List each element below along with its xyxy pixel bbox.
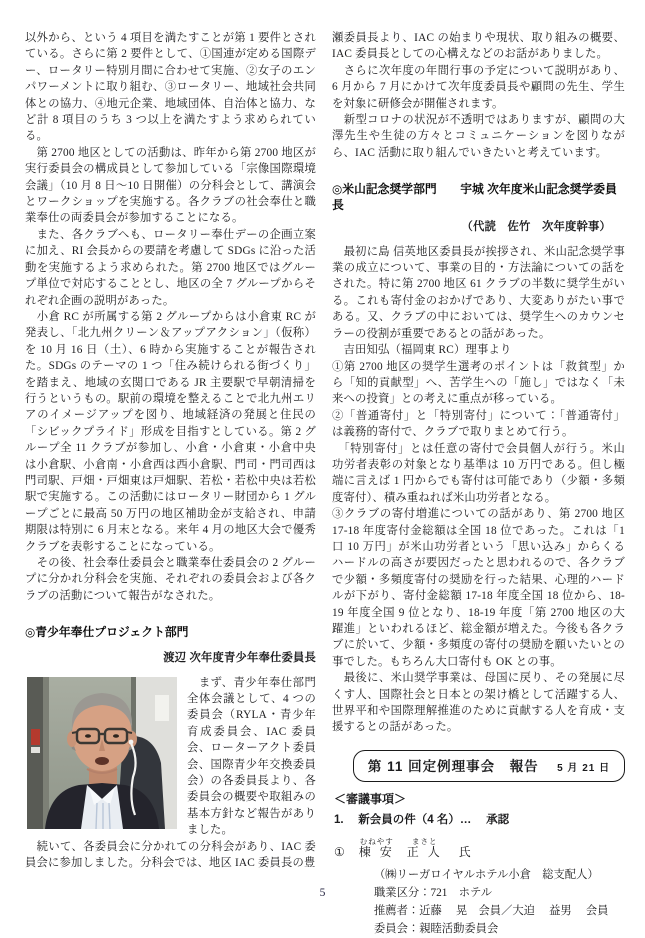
member-honorific: 氏 (458, 844, 471, 859)
paragraph: 小倉 RC が所属する第 2 グループからは小倉東 RC が発表し、「北九州クリーン＆アップアクション」（仮称）を 10 月 16 日（土）、6 時から実施することが報告された。SDGs のテーマの 1 つ「住み続けられる街づくり」を踏まえ、地域の玄関口である JR 主要駅で早朝清掃を行うというもの。駅前の環境を整えることで北九州エリアのイメージアップを図り、地域経済の発展と住民の「シビックプライド」形成を目指すとしている。第 2 グループ全 11 クラブが参加し、小倉・小倉東・小倉中央は小倉駅、小倉南・小倉西は西小倉駅、門司・門司西は門司駅、戸畑・戸畑東は戸畑駅、若松・若松中央は若松駅で実施する。この活動にはロータリー財団から 1 グループごとに最高 50 万円の地区補助金が支給され、申請期限は特別に 6 月末となる。来年 4 月の地区大会で優秀クラブを表彰することになっている。 (25, 310, 316, 553)
paragraph: ①第 2700 地区の奨学生選考のポイントは「救貧型」から「知的貢献型」へ、苦学生への「施し」ではなく「未来への投資」との考えに重点が移っている。 (332, 360, 625, 406)
paragraph: 第 2700 地区としての活動は、昨年から第 2700 地区が実行委員会の構成員として参加している「宗像国際環境会議」（10 月 8 日～10 日開催）の分科会として、講演会とワークショップを実施する。各クラブの社会奉仕と職業奉仕の両委員会が参加することになる。 (25, 146, 316, 225)
member-surname: 棟 安むねやす (358, 836, 395, 859)
byline-watanabe: 渡辺 次年度青少年奉仕委員長 (163, 652, 316, 665)
paragraph: ②「普通寄付」と「特別寄付」について：「普通寄付」は義務的寄付で、クラブで取りまとめて行う。 (332, 409, 625, 439)
member-index: ① (334, 844, 345, 859)
section-heading-yoneyama: ◎米山記念奨学部門 宇城 次年度米山記念奨学委員長 (332, 182, 617, 213)
proxy-reader-line: （代読 佐竹 次年度幹事） (461, 221, 611, 234)
paragraph: さらに次年度の年間行事の予定について説明があり、6 月から 7 月にかけて次年度委員長や顧問の先生、学生を対象に研修会が開催されます。 (332, 64, 625, 110)
board-meeting-report-box (353, 750, 625, 782)
paragraph: 新型コロナの状況が不透明ではありますが、顧問の大澤先生や生徒の方々とコミュニケーションを図りながら、IAC 活動に取り組んでいきたいと考えています。 (332, 114, 625, 159)
board-meeting-date: 5 月 21 日 (557, 762, 611, 774)
member-company: （㈱リーガロイヤルホテル小倉 総支配人） (374, 868, 599, 881)
member-occupation: 職業区分：721 ホテル (374, 886, 493, 899)
paragraph: また、各クラブへも、ロータリー奉仕デーの企画立案に加え、RI 会長からの要請を考慮して SDGs に沿った活動を実施するよう求められた。第 2700 地区ではグループ単位で対応することとし、地区の全 7 グループからそれぞれ企画の説明があった。 (25, 228, 316, 307)
agenda-heading: ＜審議事項＞ (334, 791, 407, 806)
right-column (332, 30, 625, 938)
member-recommenders: 推薦者：近藤 晃 会員／大迫 益男 会員 (374, 904, 609, 917)
member-committee: 委員会：親睦活動委員会 (374, 922, 499, 935)
paragraph: まず、青少年奉仕部門全体会議として、4 つの委員会（RYLA・青少年育成委員会、IAC 委員会、ローターアクト委員会、国際青少年交換委員会）の各委員長より、各委員会の概要や取組みの基本方針など報告がありました。 (187, 676, 316, 837)
paragraph: ③クラブの寄付増進についての話があり、第 2700 地区 17-18 年度寄付金総額は全国 18 位であった。これは「1 口 10 万円」が米山功労者という「思い込み」からくるハードルの高さが要因だったと思われるので、各クラブで少額・多頻度寄付の奨励を行った結果、心理的ハードルが下がり、寄付金総額 17-18 年度全国 18 位から、18-19 年度全国 9 位となり、18-19 年度「第 2700 地区の大躍進」といわれるほど、総金額が増えた。今後も各クラブに於いて、少額・多頻度の寄付の奨励を願いたいとの事でした。もちろん大口寄付も OK との事。 (332, 508, 625, 668)
paragraph: 以外から、という 4 項目を満たすことが第 1 要件とされている。さらに第 2 要件として、①国連が定める国際デー、ロータリー特別月間に合わせて実施、②女子のエンパワーメントに取り組む、③ロータリー、地域社会共同体との協力、④地元企業、地域団体、自治体と協力、など計 8 項目のうち 3 つ以上を満たすよう求められている。 (25, 32, 316, 143)
speaker-photo-illustration (27, 677, 177, 829)
paragraph: 最後に、米山奨学事業は、母国に戻り、その発展に尽くす人、国際社会と日本との架け橋として活躍する人、世界平和や国際理解推進のために貢献する人を育成・支援するとの話があった。 (332, 672, 625, 734)
agenda-item-new-members: 1. 新会員の件（4 名）… 承認 (334, 813, 510, 826)
paragraph: 吉田知弘（福岡東 RC）理事より (332, 344, 512, 357)
board-meeting-title: 第 11 回定例理事会 報告 (367, 758, 539, 774)
paragraph: 瀬委員長より、IAC の始まりや現状、取り組みの概要、IAC 委員長としての心構えなどのお話がありました。 (332, 32, 625, 61)
paragraph: 続いて、各委員会に分かれての分科会があり、IAC 委員会に参加しました。分科会では、地区 IAC 委員長の豊 (25, 840, 316, 870)
left-column (25, 30, 316, 938)
new-member-name-line (334, 837, 625, 860)
paragraph: 最初に島 信英地区委員長が挨拶され、米山記念奨学事業の成立について、事業の目的・方法論についての話をされた。特に第 2700 地区 61 クラブの半数に奨学生がいる。これも寄付金のおかげであり、大変ありがたい事である。又、クラブの中においては、奨学生へのカウンセラーの役割が重要であるとの話があった。 (332, 245, 625, 340)
photo-paragraph (25, 675, 316, 839)
paragraph: 「特別寄付」とは任意の寄付で会員個人が行う。米山功労者表彰の対象となり基準は 10 万円である。但し極端に言えば 1 円からでも寄付は可能であり（少額・多頻度寄付）、積み重ねれば米山功労者となる。 (332, 442, 625, 504)
page-number: 5 (319, 887, 326, 899)
paragraph: その後、社会奉仕委員会と職業奉仕委員会の 2 グループに分かれ分科会を実施、それぞれの委員会および各クラブの活動について報告がなされた。 (25, 557, 316, 602)
speaker-photo (27, 677, 177, 829)
section-heading-youth-service: ◎青少年奉仕プロジェクト部門 (25, 625, 189, 640)
member-given-name: 正 人まさと (406, 836, 443, 859)
